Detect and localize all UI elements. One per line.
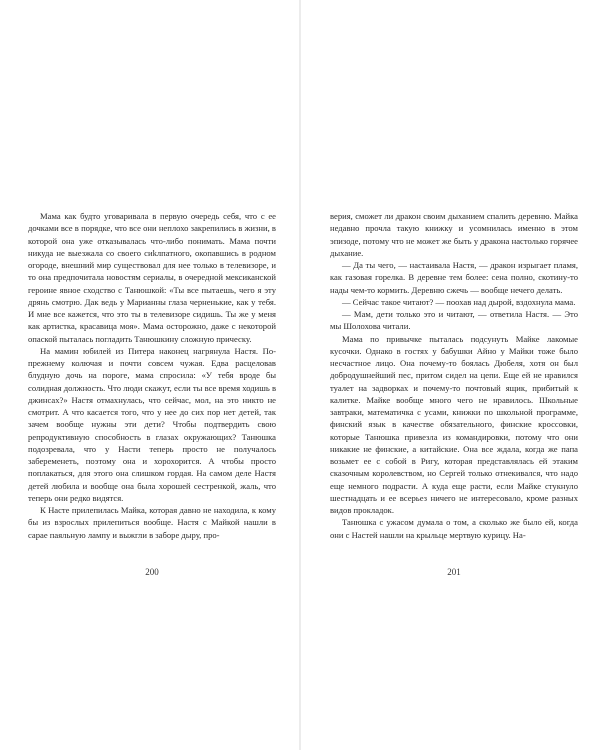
- paragraph: Мама по привычке пыталась подсунуть Майке лакомые кусочки. Однако в гостях у бабушки Айно у Майки тоже было несчастное лицо. Она почему-то боялась Дюбеля, хотя он был добродушнейший пес, притом сидел на цепи. Еще ей не нравился туалет на задворках и почему-то почтовый ящик, прибитый к калитке. Майке вообще много чего не нравилось. Школьные завтраки, математичка с усами, книжки по школьной программе, финский язык в качестве обязательного, финские кроссовки, которые Танюшка привезла из командировки, потому что они никакие не финские, а китайские. Она все ждала, когда же папа возьмет ее с собой в Ригу, которая представлялась ей этаким сказочным королевством, но Сергей только отнекивался, что надо еще немного подрасти. А куда еще расти, если Майке стукнуло шестнадцать и ее всерьез ничего не интересовало, кроме разных видов прокладок.: [330, 333, 578, 515]
- paragraph: На мамин юбилей из Питера наконец нагрянула Настя. По-прежнему колючая и почти совсем чужая. Едва расцеловав блудную дочь на пороге, мама спросила: «У тебя вроде бы солидная должность. Что люди скажут, если ты все время ходишь в джинсах?» Настя отмахнулась, что сейчас, мол, на это никто не смотрит. А что касается того, что у нее до сих пор нет детей, так зачем вообще нужны эти дети? Чтобы подтвердить свою репродуктивную способность в глазах окружающих? Танюшка подозревала, что у Насти теперь просто не получалось забеременеть, поэтому она и хорохорится. А чтобы просто поплакаться, для этого она слишком гордая. На самом деле Настя детей любила и вообще она была хорошей сестренкой, жаль, что теперь они редко видятся.: [28, 345, 276, 503]
- paragraph: — Мам, дети только это и читают, — ответила Настя. — Это мы Шолохова читали.: [330, 309, 578, 332]
- gutter: [299, 0, 301, 750]
- paragraph: Мама как будто уговаривала в первую очередь себя, что с ее дочками все в порядке, что все они неплохо закрепились в жизни, в которой она уже отказывалась что-либо понимать. Мама почти никуда не выезжала со своего сиkлпатного, окопавшись в родном огороде, внешний мир существовал для нее только в телевизоре, и то она предпочитала новостям сериалы, в очередной мексиканской героине явное сходство с Танюшкой: «Ты все пытаешь, чего я эту дрянь смотрю. Дак ведь у Марианны глаза черненькие, как у тебя. И мне все кажется, что это ты в телевизоре сидишь. Ты же у меня как артистка, красавица моя». Мама осторожно, даже с некоторой опаской пыталась погладить Танюшкину сложную прическу.: [28, 211, 276, 344]
- right-page: [330, 210, 578, 541]
- paragraph: К Насте прилепилась Майка, которая давно не находила, к кому бы из взрослых прилепиться вообще. Настя с Майкой нашли в сарае паяльную лампу и выжгли в заборе дыру, про-: [28, 505, 276, 540]
- paragraph: — Да ты чего, — настаивала Настя, — дракон изрыгает пламя, как газовая горелка. В деревне тем более: сена полно, скотину-то нады чем-то кормить. Деревню сжечь — вообще нечего делать.: [330, 260, 578, 295]
- right-page-text: [330, 210, 578, 541]
- left-page-text: [28, 210, 276, 541]
- paragraph: верия, сможет ли дракон своим дыханием спалить деревню. Майка недавно прочла такую книжку и усомнилась именно в этом эпизоде, потому что не может же быть у дракона настолько горячее дыхание.: [330, 211, 578, 258]
- left-page: [28, 210, 276, 541]
- paragraph: — Сейчас такое читают? — поохав над дырой, вздохнула мама.: [342, 296, 576, 307]
- page-number-right: 201: [447, 567, 461, 577]
- paragraph: Танюшка с ужасом думала о том, а сколько же было ей, когда они с Настей нашли на крыльце мертвую курицу. На-: [330, 517, 578, 540]
- page-number-left: 200: [145, 567, 159, 577]
